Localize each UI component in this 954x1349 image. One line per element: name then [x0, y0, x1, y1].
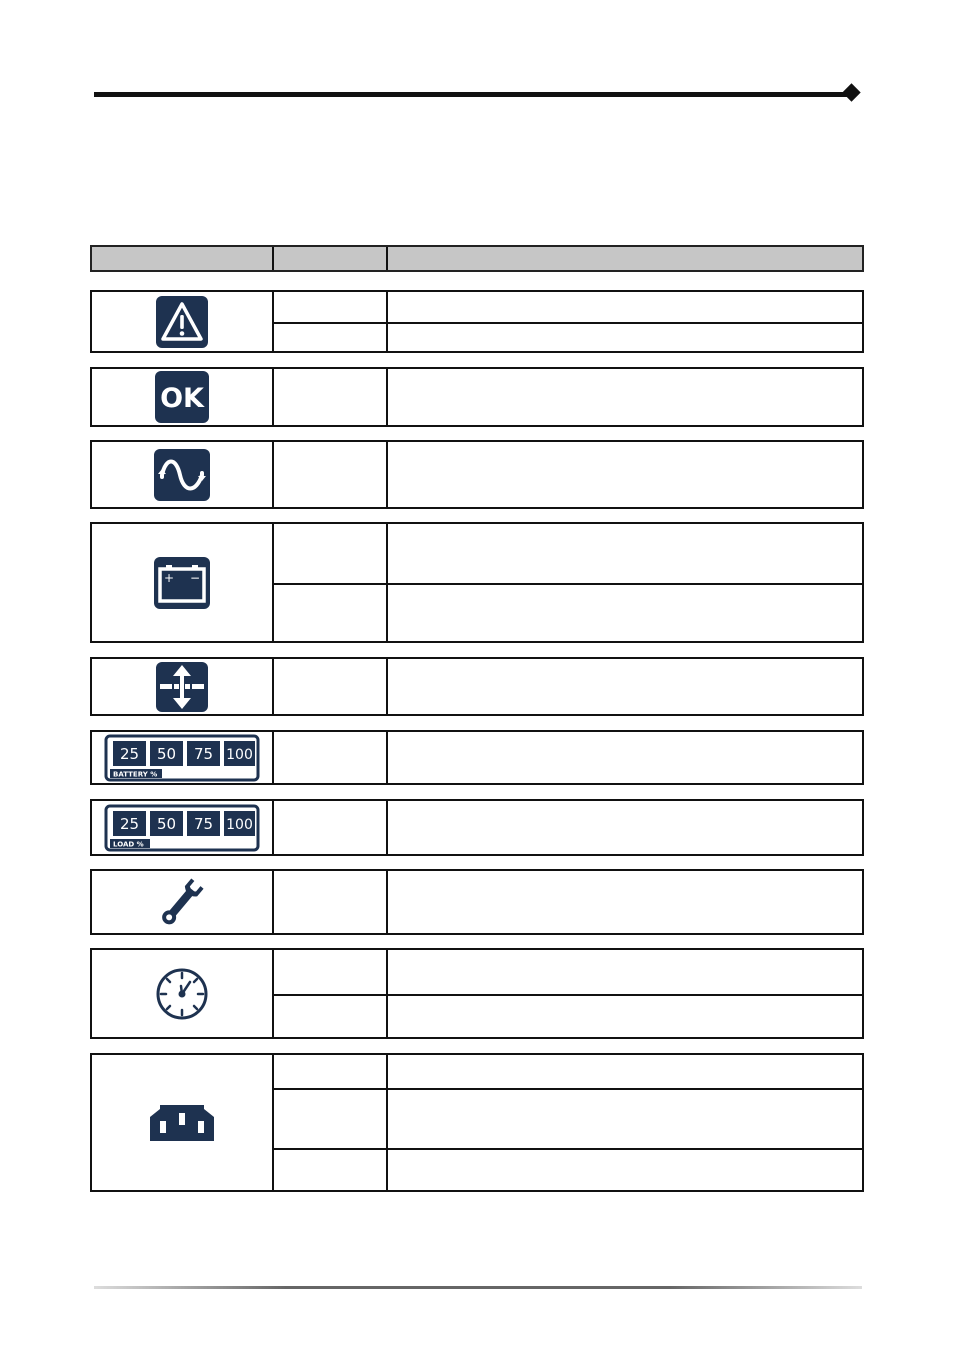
row-divider	[274, 1088, 862, 1090]
battery-bar-seg-100: 100	[226, 746, 253, 763]
table-row-ok	[90, 367, 864, 427]
table-row-bypass	[90, 657, 864, 716]
table-row-battery-level	[90, 730, 864, 785]
table-row-battery	[90, 522, 864, 643]
table-row-timer	[90, 948, 864, 1039]
row-cell	[274, 1055, 388, 1190]
footer-rule	[94, 1286, 862, 1289]
load-bar-seg-50: 50	[156, 814, 177, 833]
table-row-load-level	[90, 799, 864, 856]
row-cell	[274, 732, 388, 783]
load-level-bar-icon	[92, 801, 274, 854]
ok-icon-text: OK	[160, 383, 204, 414]
battery-bar-caption: BATTERY %	[113, 770, 158, 778]
clock-icon	[92, 950, 274, 1037]
top-rule-diamond	[842, 83, 860, 101]
ac-sine-wave-icon	[92, 442, 274, 507]
battery-icon	[92, 524, 274, 641]
battery-bar-seg-75: 75	[193, 744, 214, 763]
row-cell	[274, 659, 388, 714]
table-row-ac	[90, 440, 864, 509]
row-divider	[274, 583, 862, 585]
row-cell	[274, 369, 388, 425]
top-rule	[94, 92, 852, 97]
battery-plus-sign: +	[163, 570, 175, 585]
row-cell	[274, 871, 388, 933]
battery-bar-seg-25: 25	[119, 744, 140, 763]
iec-outlet-icon	[92, 1055, 274, 1190]
bypass-arrows-icon	[92, 659, 274, 714]
row-cell	[274, 801, 388, 854]
row-divider	[274, 322, 862, 324]
battery-bar-seg-50: 50	[156, 744, 177, 763]
table-row-outlet	[90, 1053, 864, 1192]
table-row-maintenance	[90, 869, 864, 935]
load-bar-seg-100: 100	[226, 816, 253, 833]
row-cell	[274, 442, 388, 507]
warning-triangle-icon	[92, 292, 274, 351]
ok-icon	[92, 369, 274, 425]
row-divider	[274, 1148, 862, 1150]
header-cell-icon	[92, 247, 274, 270]
load-bar-seg-25: 25	[119, 814, 140, 833]
battery-minus-sign: −	[189, 570, 201, 585]
battery-level-bar-icon	[92, 732, 274, 783]
table-row-warning	[90, 290, 864, 353]
wrench-icon	[92, 871, 274, 933]
row-divider	[274, 994, 862, 996]
table-header	[90, 245, 864, 272]
load-bar-seg-75: 75	[193, 814, 214, 833]
load-bar-caption: LOAD %	[113, 840, 144, 848]
header-cell-function	[274, 247, 388, 270]
